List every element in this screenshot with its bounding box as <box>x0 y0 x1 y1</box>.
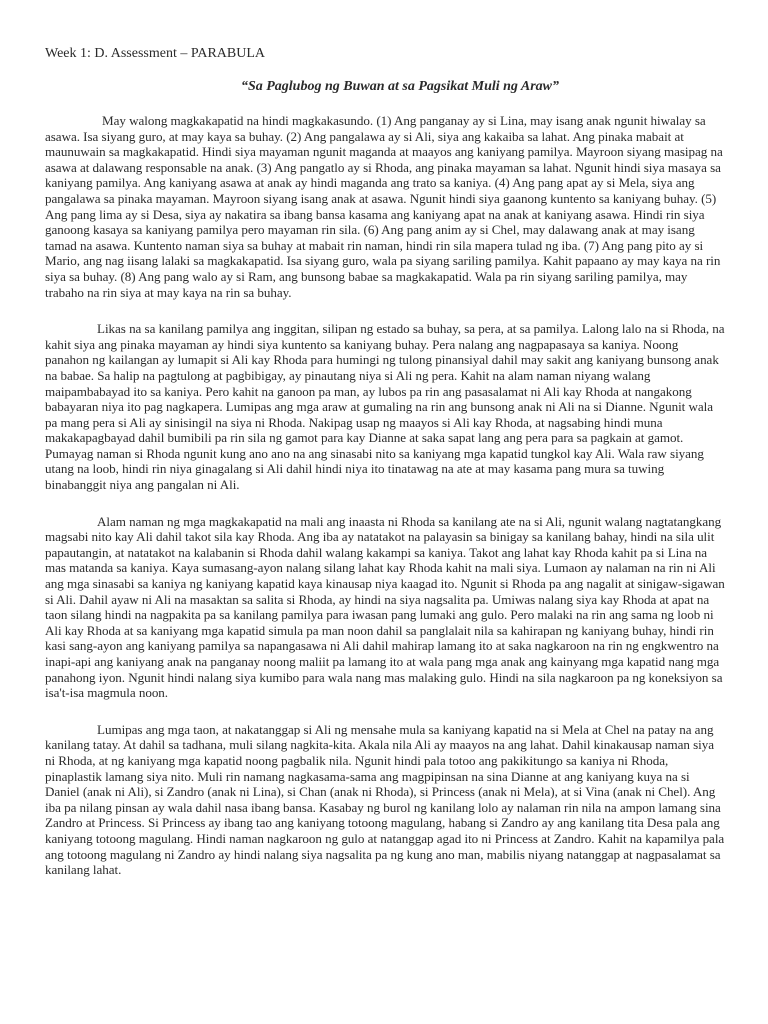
paragraph-2: Likas na sa kanilang pamilya ang inggitan, silipan ng estado sa buhay, sa pera, at sa pamilya. Lalong lalo na si Rhoda, na kahit siya ang pinaka mayaman ay hindi siya kuntento sa kaniyang buhay. Pera nalang ang nagpapasaya sa kaniya. Noong panahon ng kailangan ay lumapit si Ali kay Rhoda para humingi ng tulong pinansiyal dahil may sakit ang kaniyang bunsong anak na babae. Sa halip na pagtulong at pagbibigay, ay pinautang niya si Ali ng pera. Kahit na alam naman niyang walang maipambabayad ito sa kaniya. Pero kahit na ganoon pa man, ay lubos pa rin ang pasasalamat ni Ali kay Rhoda at nangakong babayaran niya ito pag nagkapera. Lumipas ang mga araw at gumaling na rin ang bunsong anak ni Ali na si Dianne. Ngunit wala pa mang pera si Ali ay sinisingil na siya ni Rhoda. Nakipag usap ng maayos si Ali kay Rhoda, at nagsabing hindi muna makakapagbayad dahil bumibili pa rin sila ng gamot para kay Dianne at saka sapat lang ang pera para sa pagkain at gamot. Pumayag naman si Rhoda ngunit kung ano ano na ang sinasabi nito sa kaniyang mga kapatid tungkol kay Ali. Wala raw siyang utang na loob, hindi rin niya ginagalang si Ali dahil hindi niya ito tinatawag na ate at may kasama pang mura sa tuwing binabanggit niya ang pangalan ni Ali. <box>45 321 725 493</box>
assessment-header: Week 1: D. Assessment – PARABULA <box>45 46 266 61</box>
paragraph-3: Alam naman ng mga magkakapatid na mali ang inaasta ni Rhoda sa kanilang ate na si Ali, ngunit walang nagtatangkang magsabi nito kay Ali dahil takot sila kay Rhoda. Ang iba ay natatakot na palayasin sa binigay sa kanilang bahay, hindi na sila ulit papautangin, at natatakot na kalabanin si Rhoda dahil walang kakampi sa kaniya. Takot ang lahat kay Rhoda kahit pa si Lina na mas matanda sa kaniya. Kaya sumasang-ayon nalang silang lahat kay Rhoda kahit na mali siya. Lumaon ay nalaman na rin ni Ali ang mga sinasabi sa kaniya ng kaniyang kapatid kaya kinausap niya kaagad ito. Ngunit si Rhoda pa ang nagalit at sinigaw-sigawan si Ali. Dahil ayaw ni Ali na masaktan sa salita si Rhoda, ay hindi na siya nagsalita pa. Umiwas nalang siya kay Rhoda at apat na taon silang hindi na nagpakita pa sa kanilang pamilya para iwasan pang lumaki ang gulo. Pero malaki na rin ang sama ng loob ni Ali kay Rhoda at sa kaniyang mga kapatid simula pa man noon dahil sa panglalait nila sa kahirapan ng kaniyang buhay, hindi rin kasi sang-ayon ang kaniyang pamilya sa napangasawa ni Ali dahil mahirap lamang ito at saka nagkaroon na rin ng engkwentro na inapi-api ang kaniyang anak na panganay noong maliit pa lamang ito at wala pang mga anak ang kainyang mga kapatid nang mga panahong iyon. Ngunit hindi nalang siya kumibo para wala nang mas malaking gulo. Hindi na sila nagkaroon pa ng koneksiyon sa isa't-isa magmula noon. <box>45 513 725 701</box>
paragraph-4: Lumipas ang mga taon, at nakatanggap si Ali ng mensahe mula sa kaniyang kapatid na si Mela at Chel na patay na ang kanilang tatay. At dahil sa tadhana, muli silang nagkita-kita. Akala nila Ali ay maayos na ang lahat. Dahil kinakausap naman siya ni Rhoda, at ng kaniyang mga kapatid noong pagbalik nila. Ngunit hindi pala totoo ang pakikitungo sa kaniya ni Rhoda, pinaplastik lamang siya nito. Muli rin namang nagkasama-sama ang magpipinsan na sina Dianne at ang kaniyang kuya na si Daniel (anak ni Ali), si Zandro (anak ni Lina), si Chan (anak ni Rhoda), si Princess (anak ni Mela), at si Vina (anak ni Chel). Ang iba pa nilang pinsan ay wala dahil nasa ibang bansa. Kasabay ng burol ng kanilang lolo ay nalaman rin nila na ampon lamang sina Zandro at Princess. Si Princess ay ibang tao ang kaniyang totoong magulang, habang si Zandro ay ang kanilang tita Desa pala ang kaniyang totoong magulang. Hindi naman nagkaroon ng gulo at natanggap agad ito ni Princess at Zandro. Kahit na kapamilya pala ang totoong magulang ni Zandro ay hindi nalang siya nagsalita pa ng kung ano man, mabilis niyang natanggap at nagpasalamat sa kanilang lahat. <box>45 721 725 878</box>
document-page <box>45 45 725 899</box>
story-title: “Sa Paglubog ng Buwan at sa Pagsikat Muli ng Araw” <box>240 79 560 94</box>
paragraph-1: May walong magkakapatid na hindi magkakasundo. (1) Ang panganay ay si Lina, may isang anak ngunit hiwalay sa asawa. Isa siyang guro, at may kaya sa buhay. (2) Ang pangalawa ay si Ali, siya ang kakaiba sa lahat. Ang pinaka mabait at maunuwain sa magkakapatid. Hindi siya mayaman ngunit maganda at maayos ang kaniyang pamilya. Mayroon siyang masipag na asawa at dalawang responsable na anak. (3) Ang pangatlo ay si Rhoda, ang pinaka mayaman sa lahat. Ngunit hindi siya masaya sa kaniyang pamilya. Ang kaniyang asawa at anak ay hindi maganda ang trato sa kaniya. (4) Ang pang apat ay si Mela, siya ang pangalawa sa pinaka mayaman. Mayroon siyang isang anak at asawa. Ngunit hindi siya gaanong kuntento sa kaniyang buhay. (5) Ang pang lima ay si Desa, siya ay nakatira sa ibang bansa kasama ang kaniyang apat na anak at kaniyang asawa. Hindi rin siya ganoong kasaya sa kaniyang pamilya pero mayaman rin sila. (6) Ang pang anim ay si Chel, may dalawang anak at may isang tamad na asawa. Kuntento naman siya sa buhay at mabait rin naman, hindi rin sila mapera tulad ng iba. (7) Ang pang pito ay si Mario, ang nag iisang lalaki sa magkakapatid. Isa siyang guro, wala pa siyang sariling pamilya. Kahit papaano ay may kaya na rin siya sa buhay. (8) Ang pang walo ay si Ram, ang bunsong babae sa magkakapatid. Wala pa rin siyang sariling pamilya, may trabaho na rin siya at may kaya na rin sa buhay. <box>45 113 723 300</box>
